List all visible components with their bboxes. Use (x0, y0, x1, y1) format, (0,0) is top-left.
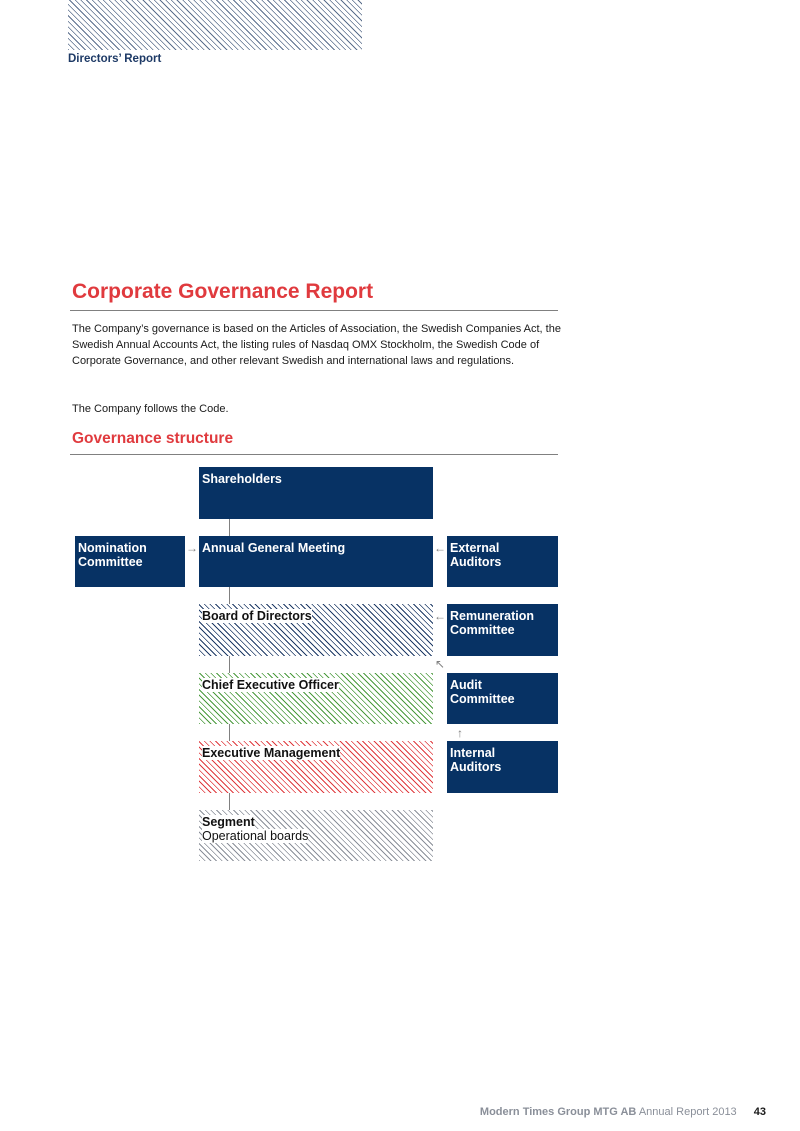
code-note: The Company follows the Code. (72, 403, 229, 415)
connector-line (229, 656, 230, 673)
subtitle-divider (70, 454, 558, 455)
connector-line (229, 724, 230, 741)
arrow-up-left-icon: ↖ (435, 657, 446, 671)
nomination-label-line2: Committee (78, 555, 143, 569)
segment-box (199, 810, 433, 861)
arrow-left-icon: ← (434, 609, 446, 623)
internal-auditors-box (447, 741, 558, 793)
segment-label: Segment (202, 815, 255, 829)
connector-line (229, 587, 230, 604)
segment-sub-label: Operational boards (202, 829, 309, 843)
page-footer (480, 1106, 766, 1118)
external-auditors-line2: Auditors (450, 555, 502, 569)
arrow-right-icon: → (186, 541, 198, 555)
page-title: Corporate Governance Report (72, 280, 374, 303)
header-hatch-banner (68, 0, 362, 50)
board-box (199, 604, 433, 656)
audit-committee-box (447, 673, 558, 724)
audit-committee-line2: Committee (450, 692, 515, 706)
executive-management-box (199, 741, 433, 793)
section-label: Directors’ Report (68, 53, 162, 65)
remuneration-line2: Committee (450, 623, 515, 637)
footer-report: Annual Report 2013 (638, 1106, 737, 1118)
internal-auditors-line2: Auditors (450, 760, 502, 774)
governance-structure-title: Governance structure (72, 430, 234, 447)
nomination-label-line1: Nomination (78, 541, 147, 555)
remuneration-line1: Remuneration (450, 609, 535, 623)
title-divider (70, 310, 558, 311)
nomination-committee-box (75, 536, 185, 587)
external-auditors-line1: External (450, 541, 500, 555)
footer-company: Modern Times Group MTG AB (479, 1106, 637, 1118)
remuneration-committee-box (447, 604, 558, 656)
shareholders-label: Shareholders (202, 472, 282, 486)
shareholders-box (199, 467, 433, 519)
external-auditors-box (447, 536, 558, 587)
ceo-label: Chief Executive Officer (202, 678, 339, 692)
audit-committee-line1: Audit (450, 678, 482, 692)
connector-line (229, 793, 230, 810)
board-label: Board of Directors (202, 609, 312, 623)
arrow-up-icon: ↑ (457, 726, 463, 740)
page-number: 43 (753, 1106, 766, 1118)
executive-management-label: Executive Management (202, 746, 341, 760)
ceo-box (199, 673, 433, 724)
agm-label: Annual General Meeting (202, 541, 346, 555)
agm-box (199, 536, 433, 587)
intro-paragraph: The Company’s governance is based on the Articles of Association, the Swedish Companies Act, the Swedish Annual Accounts Act, the listing rules of Nasdaq OMX Stockholm, the Swedish Code of Corporate Governance, and other relevant Swedish and international laws and regulations. (72, 323, 561, 367)
arrow-left-icon: ← (434, 541, 446, 555)
internal-auditors-line1: Internal (450, 746, 496, 760)
connector-line (229, 519, 230, 536)
